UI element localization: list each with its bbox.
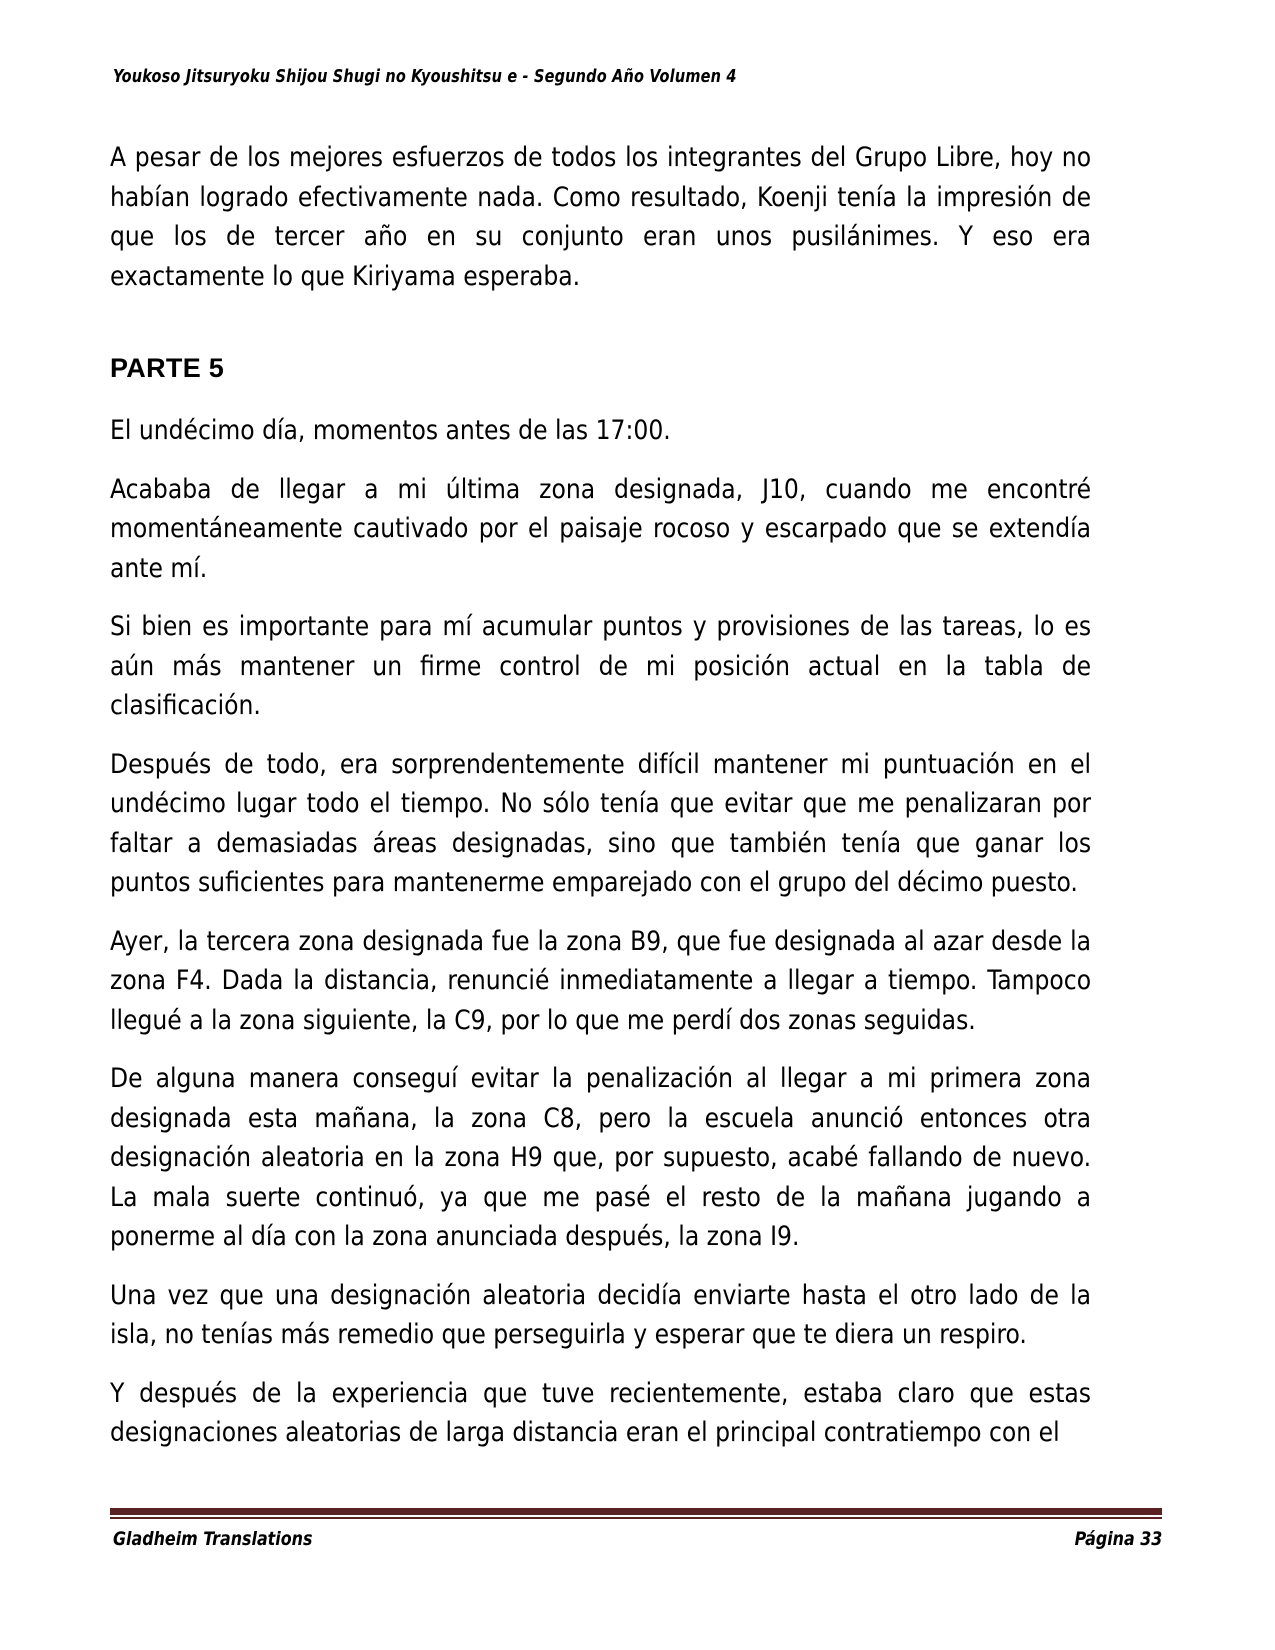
paragraph-long-distance: Y después de la experiencia que tuve recientemente, estaba claro que estas designaciones aleatorias de larga distancia eran el principal contratiempo con el bbox=[110, 1377, 1092, 1448]
section-heading-parte-5: PARTE 5 bbox=[110, 353, 225, 383]
paragraph-eleventh-place: Después de todo, era sorprendentemente difícil mantener mi puntuación en el undécimo lugar todo el tiempo. No sólo tenía que evitar que me penalizaran por faltar a demasiadas áreas designadas, sino que también tenía que ganar los puntos suficientes para mantenerme emparejado con el grupo del décimo puesto. bbox=[110, 748, 1092, 898]
paragraph-zone-j10: Acababa de llegar a mi última zona designada, J10, cuando me encontré momentáneamente cautivado por el paisaje rocoso y escarpado que se extendía ante mí. bbox=[110, 473, 1092, 584]
footer-rule-thick-band bbox=[110, 1508, 1162, 1515]
paragraph-points-ranking: Si bien es importante para mí acumular puntos y provisiones de las tareas, lo es aún más mantener un firme control de mi posición actual en la tabla de clasificación. bbox=[110, 611, 1092, 721]
paragraph-zones-c8-h9-i9: De alguna manera conseguí evitar la penalización al llegar a mi primera zona designada esta mañana, la zona C8, pero la escuela anunció entonces otra designación aleatoria en la zona H9 que, por supuesto, acabé fallando de nuevo. La mala suerte continuó, ya que me pasé el resto de la mañana jugando a ponerme al día con la zona anunciada después, la zona I9. bbox=[110, 1063, 1092, 1252]
paragraph-random-designation: Una vez que una designación aleatoria decidía enviarte hasta el otro lado de la isla, no tenías más remedio que perseguirla y esperar que te diera un respiro. bbox=[110, 1279, 1092, 1350]
footer-page-number: Página 33 bbox=[1074, 1528, 1162, 1550]
footer-translator-credit: Gladheim Translations bbox=[113, 1528, 313, 1550]
paragraph-zones-b9-f4-c9: Ayer, la tercera zona designada fue la zona B9, que fue designada al azar desde la zona F4. Dada la distancia, renuncié inmediatamente a llegar a tiempo. Tampoco llegué a la zona siguiente, la C9, por lo que me perdí dos zonas seguidas. bbox=[110, 925, 1092, 1036]
footer-divider-rule bbox=[110, 1508, 1162, 1520]
footer-rule-thin-band bbox=[110, 1517, 1162, 1519]
paragraph-time-note: El undécimo día, momentos antes de las 17:00. bbox=[110, 415, 671, 446]
paragraph-opening: A pesar de los mejores esfuerzos de todos los integrantes del Grupo Libre, hoy no habían logrado efectivamente nada. Como resultado, Koenji tenía la impresión de que los de tercer año en su conjunto eran unos pusilánimes. Y eso era exactamente lo que Kiriyama esperaba. bbox=[110, 142, 1092, 292]
heading-spacer bbox=[110, 315, 1106, 351]
body-text-column bbox=[110, 138, 1106, 1453]
running-header-title: Youkoso Jitsuryoku Shijou Shugi no Kyoushitsu e - Segundo Año Volumen 4 bbox=[113, 67, 737, 87]
